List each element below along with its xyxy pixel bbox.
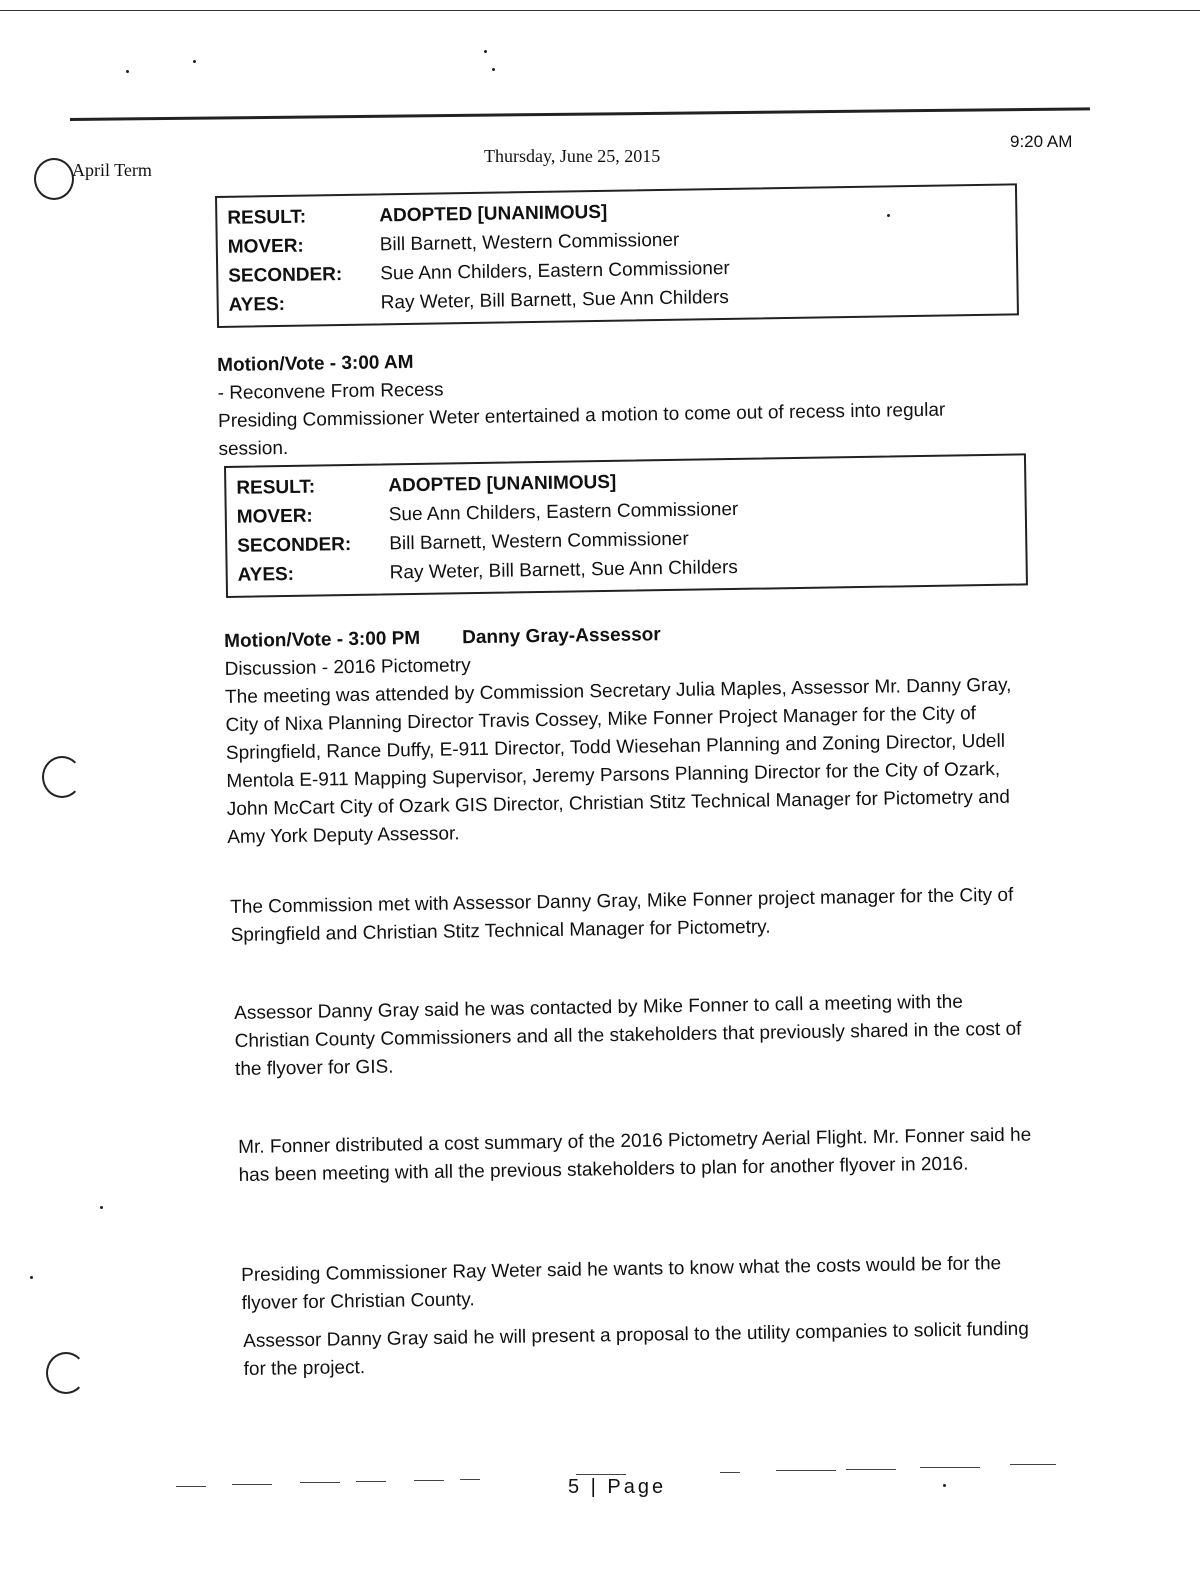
footer-dash: [920, 1467, 980, 1468]
vote-table: [224, 453, 1028, 598]
scan-speck: [492, 68, 495, 71]
paragraph: The Commission met with Assessor Danny Gray, Mike Fonner project manager for the City of Springfield and Christian Stitz Technical Manager for Pictometry.: [230, 884, 1014, 946]
binder-hole-icon: [42, 756, 82, 798]
vote-table: [215, 183, 1019, 328]
footer-dash: [300, 1482, 340, 1483]
vote-value: Bill Barnett, Western Commissioner: [379, 229, 680, 256]
paragraph-attendees: The meeting was attended by Commission Secretary Julia Maples, Assessor Mr. Danny Gray, City of Nixa Planning Director Travis Cossey, Mike Fonner Project Manager for the City of Springfield, Rance Duffy, E-911 Director, Todd Wiesehan Planning and Zoning Director, Udell Mentola E-911 Mapping Supervisor, Jeremy Parsons Planning Director for the City of Ozark, John McCart City of Ozark GIS Director, Christian Stitz Technical Manager for Pictometry and Amy York Deputy Assessor.: [224, 674, 1012, 848]
vote-value: Sue Ann Childers, Eastern Commissioner: [380, 257, 730, 285]
footer-dash: [1010, 1464, 1056, 1465]
vote-label: RESULT:: [236, 476, 316, 499]
paragraph: Mr. Fonner distributed a cost summary of the 2016 Pictometry Aerial Flight. Mr. Fonner said he has been meeting with all the previous stakeholders to plan for another flyover in 2016.: [238, 1124, 1032, 1186]
paragraph-block: [234, 988, 1025, 1084]
motion-section-2: [217, 339, 1019, 464]
scan-speck: [484, 50, 487, 53]
paragraph: Presiding Commissioner Ray Weter said he wants to know what the costs would be for the flyover for Christian County.: [241, 1253, 1002, 1314]
vote-label: AYES:: [237, 563, 295, 586]
meeting-date: Thursday, June 25, 2015: [484, 146, 661, 166]
motion-subheading: - Reconvene From Recess: [217, 379, 444, 404]
vote-value: Ray Weter, Bill Barnett, Sue Ann Childers: [380, 286, 729, 314]
footer-dash: [414, 1480, 444, 1481]
footer-dash: [232, 1484, 272, 1485]
vote-label: AYES:: [228, 293, 286, 316]
vote-label: RESULT:: [227, 206, 307, 229]
vote-label: MOVER:: [227, 235, 304, 258]
footer-dash: [176, 1486, 206, 1487]
term-label: April Term: [72, 160, 152, 180]
vote-value: ADOPTED [UNANIMOUS]: [388, 471, 617, 497]
vote-label: SECONDER:: [228, 264, 343, 287]
vote-value: Sue Ann Childers, Eastern Commissioner: [388, 498, 739, 526]
motion-presenter: Danny Gray-Assessor: [462, 624, 661, 649]
motion-heading: Motion/Vote - 3:00 PM: [224, 627, 421, 652]
paragraph-block: [243, 1316, 1034, 1384]
meeting-time: 9:20 AM: [1010, 132, 1073, 151]
motion-subheading: Discussion - 2016 Pictometry: [224, 655, 471, 680]
vote-result-box-1: [215, 183, 1019, 328]
vote-result-box-2: [224, 453, 1028, 598]
footer-dash: [846, 1469, 896, 1470]
binder-hole-icon: [34, 158, 74, 200]
paragraph-block: [241, 1250, 1032, 1318]
scan-speck: [126, 70, 129, 73]
scan-speck: [943, 1484, 946, 1487]
footer-dash: [356, 1481, 386, 1482]
vote-value: ADOPTED [UNANIMOUS]: [379, 201, 608, 227]
motion-section-3: [224, 615, 1027, 852]
paragraph-block: [238, 1121, 1039, 1190]
scan-speck: [30, 1276, 33, 1279]
motion-text: Presiding Commissioner Weter entertained a motion to come out of recess into regular session.: [217, 399, 946, 460]
page-number: 5 | Page: [568, 1476, 667, 1498]
paragraph: Assessor Danny Gray said he was contacted by Mike Fonner to call a meeting with the Christian County Commissioners and all the stakeholders that previously shared in the cost of the flyover for GIS.: [234, 991, 1022, 1080]
scan-speck: [193, 60, 196, 63]
paragraph-block: [230, 882, 1021, 950]
footer-dash: [720, 1472, 740, 1473]
vote-label: MOVER:: [236, 505, 313, 528]
footer-dash: [776, 1470, 836, 1471]
vote-value: Ray Weter, Bill Barnett, Sue Ann Childers: [389, 556, 738, 584]
header-rule: [70, 107, 1090, 121]
binder-hole-icon: [46, 1352, 86, 1394]
paragraph: Assessor Danny Gray said he will present a proposal to the utility companies to solicit funding for the project.: [243, 1318, 1030, 1380]
vote-value: Bill Barnett, Western Commissioner: [389, 528, 689, 555]
motion-heading: Motion/Vote - 3:00 AM: [217, 351, 414, 376]
page-top-edge: [0, 10, 1200, 11]
footer-dash: [460, 1479, 480, 1480]
footer-dash: [576, 1474, 626, 1475]
vote-label: SECONDER:: [237, 534, 352, 557]
scan-speck: [100, 1206, 103, 1209]
